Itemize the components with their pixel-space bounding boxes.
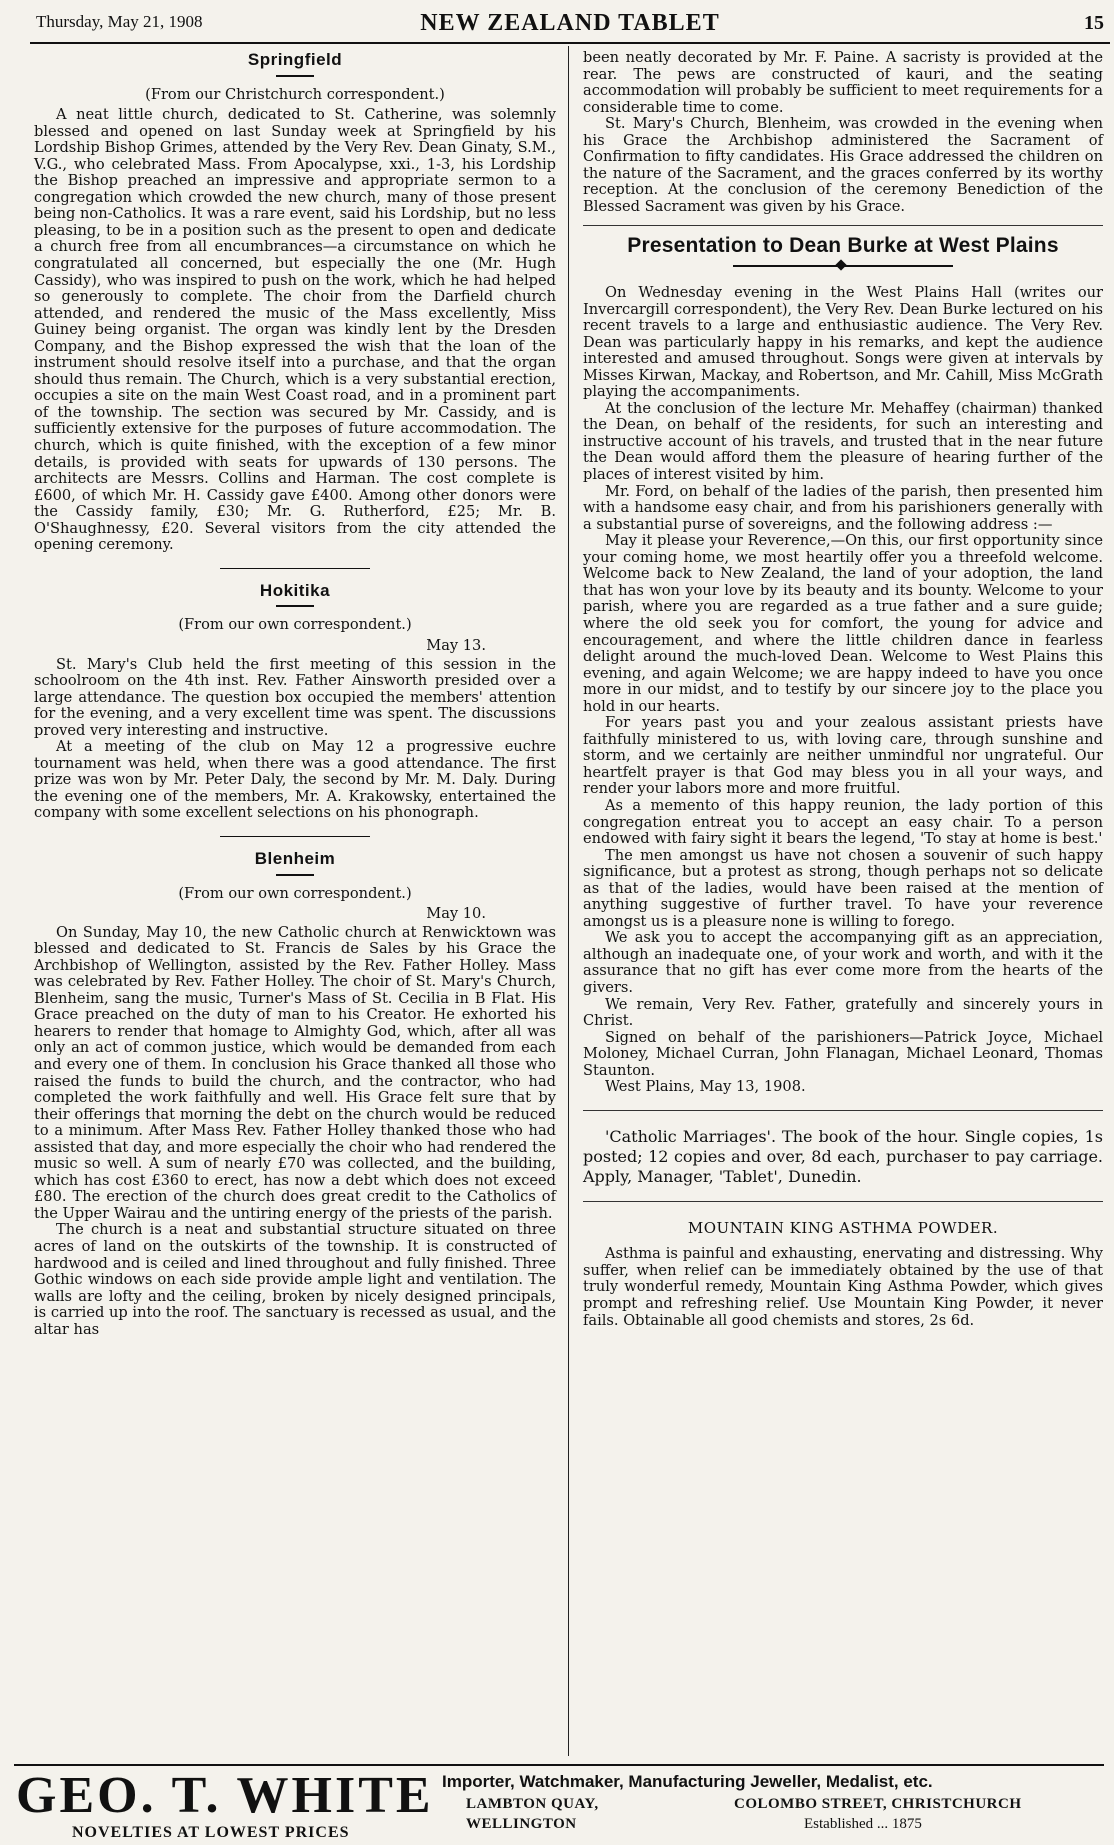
presentation-paragraph: For years past you and your zealous assistant priests have faithfully ministered to us, with loving care, through sunshine and storm, and we certainly are neither unmindful nor ungrateful. Our heartfelt prayer is that God may bless you in all your ways, and render your labors more and more fruitful. (583, 714, 1103, 798)
diamond-rule (733, 261, 953, 271)
section-separator (583, 1201, 1103, 1202)
presentation-paragraph: West Plains, May 13, 1908. (605, 1078, 806, 1096)
presentation-paragraph: Signed on behalf of the parishioners—Patrick Joyce, Michael Moloney, Michael Curran, John Flanagan, Michael Leonard, Thomas Staunton. (583, 1028, 1103, 1079)
section-separator (583, 225, 1103, 226)
springfield-paragraph: A neat little church, dedicated to St. Catherine, was solemnly blessed and opened on last Sunday week at Springfield by his Lordship Bishop Grimes, attended by the Very Rev. Dean Ginaty, S.M., V.G., who celebrated Mass. From Apocalypse, xxi., 1-3, his Lordship the Bishop preached an impressive and appropriate sermon to a congregation which crowded the new church, many of those present being non-Catholics. It was a rare event, said his Lordship, but no less pleasing, to be in a position such as the present to open and dedicate a church free from all encumbrances—a circumstance on which he congratulated all concerned, but especially the one (Mr. Hugh Cassidy), who was inspired to push on the work, which he had helped so generously to complete. The choir from the Darfield church attended, and rendered the music of the Mass excellently, Miss Guiney being organist. The organ was kindly lent by the Dresden Company, and the Bishop expressed the wish that the loan of the instrument should resolve itself into a purchase, and that the organ should thus remain. The Church, which is a very substantial erection, occupies a site on the main West Coast road, and in a prominent part of the township. The section was secured by Mr. Cassidy, and is sufficiently extensive for the purposes of future accommodation. The church, which is quite finished, with the exception of a few minor details, is provided with seats for upwards of 130 persons. The architects are Messrs. Collins and Harman. The cost complete is £600, of which Mr. H. Cassidy gave £400. Among other donors were the Cassidy family, £30; Mr. G. Rutherford, £25; Mr. B. O'Shaughnessy, £20. Several visitors from the city attended the opening ceremony. (34, 106, 557, 554)
hokitika-dateline: May 13. (426, 636, 486, 654)
presentation-paragraph: Mr. Ford, on behalf of the ladies of the parish, then presented him with a handsome easy chair, and from his parishioners generally with a substantial purse of sovereigns, and the following address :— (583, 482, 1103, 533)
section-separator (220, 568, 370, 569)
presentation-paragraph: We remain, Very Rev. Father, gratefully and sincerely yours in Christ. (583, 995, 1103, 1030)
presentation-title: Presentation to Dean Burke at West Plains (627, 234, 1059, 258)
blenheim-title: Blenheim (254, 848, 336, 868)
advertiser-trades: Importer, Watchmaker, Manufacturing Jeweller, Medalist, etc. (442, 1772, 933, 1791)
blenheim-paragraph: The church is a neat and substantial structure situated on three acres of land on the outskirts of the township. It is constructed of hardwood and is ceiled and lined throughout and fully finished. Three Gothic windows on each side provide ample light and ventilation. The walls are lofty and the ceiling, broken by nicely designed principals, is carried up into the roof. The sanctuary is recessed as usual, and the altar has (34, 1221, 556, 1338)
hokitika-correspondent: (From our own correspondent.) (178, 616, 412, 634)
section-separator (220, 836, 370, 837)
catholic-marriages-notice: 'Catholic Marriages'. The book of the hour. Single copies, 1s posted; 12 copies and over, 8d each, purchaser to pay carriage. Apply, Manager, 'Tablet', Dunedin. (583, 1126, 1103, 1186)
masthead: NEW ZEALAND TABLET (420, 10, 720, 36)
hokitika-paragraph: At a meeting of the club on May 12 a progressive euchre tournament was held, when there was a good attendance. The first prize was won by Mr. Peter Daly, the second by Mr. M. Daly. During the evening one of the members, Mr. A. Krakowsky, entertained the company with some excellent selections on his phonograph. (34, 738, 556, 822)
presentation-paragraph: May it please your Reverence,—On this, our first opportunity since your coming home, we most heartily offer you a threefold welcome. Welcome back to New Zealand, the land of your adoption, the land that has won your love by its beauty and its bounty. Welcome to your parish, where you are regarded as a true father and a sure guide; where the old seek you for comfort, the young for advice and encouragement, and where the little children dance in fearless delight around the much-loved Dean. Welcome to West Plains this evening, and again Welcome; we are happy indeed to have you once more in our midst, and to testify by our sincere joy to the place you hold in our hearts. (583, 532, 1103, 715)
christchurch-address: COLOMBO STREET, CHRISTCHURCH (734, 1796, 1022, 1812)
presentation-paragraph: On Wednesday evening in the West Plains Hall (writes our Invercargill correspondent), the Very Rev. Dean Burke lectured on his recent travels to a large and enthusiastic audience. The Very Rev. Dean was particularly happy in his remarks, and kept the audience interested and amused throughout. Songs were given at intervals by Misses Kirwan, Mackay, and Robertson, and Mr. Cahill, Miss McGrath playing the accompaniments. (583, 284, 1103, 401)
section-separator (583, 1110, 1103, 1111)
blenheim-dateline: May 10. (426, 905, 486, 923)
advertiser-name: GEO. T. WHITE (16, 1767, 434, 1824)
jeweller-advertisement (14, 1764, 1104, 1844)
presentation-paragraph: At the conclusion of the lecture Mr. Mehaffey (chairman) thanked the Dean, on behalf of the residents, for such an interesting and instructive account of his travels, and trusted that in the near future the Dean would afford them the pleasure of hearing further of the places of interest visited by him. (583, 399, 1103, 484)
presentation-paragraph: As a memento of this happy reunion, the lady portion of this congregation entreat you to accept an easy chair. To a person endowed with fairy sight it bears the legend, 'To stay at home is best.' (583, 796, 1103, 848)
blenheim-correspondent: (From our own correspondent.) (178, 884, 412, 902)
page-header (30, 8, 1110, 44)
wellington-city: WELLINGTON (466, 1816, 577, 1832)
title-rule (276, 874, 314, 876)
issue-date: Thursday, May 21, 1908 (36, 12, 203, 31)
established-year: Established ... 1875 (804, 1816, 922, 1832)
presentation-paragraph: The men amongst us have not chosen a souvenir of such happy significance, but a protest as strong, though perhaps not so delicate as that of the ladies, would have been raised at the mention of anything suggestive of further travel. To have your reverence amongst us is a pleasure none is willing to forego. (583, 846, 1103, 930)
title-rule (276, 605, 314, 607)
right-column (583, 50, 1103, 1329)
blenheim-continued-paragraph: St. Mary's Church, Blenheim, was crowded in the evening when his Grace the Archbishop administered the Sacrament of Confirmation to fifty candidates. His Grace addressed the children on the nature of the Sacrament, and the graces conferred by its worthy reception. At the conclusion of the ceremony Benediction of the Blessed Sacrament was given by his Grace. (583, 115, 1103, 215)
blenheim-continued-paragraph: been neatly decorated by Mr. F. Paine. A sacristy is provided at the rear. The pews are constructed of kauri, and the seating accommodation will probably be sufficient to meet requirements for a considerable time to come. (583, 49, 1103, 116)
column-rule (568, 46, 569, 1756)
presentation-paragraph: We ask you to accept the accompanying gift as an appreciation, although an inadequate one, of your work and worth, and with it the assurance that no gift has ever come more from the hearts of the givers. (583, 929, 1103, 996)
page-number: 15 (1084, 12, 1104, 34)
springfield-correspondent: (From our Christchurch correspondent.) (145, 85, 445, 103)
title-rule (276, 75, 314, 77)
blenheim-paragraph: On Sunday, May 10, the new Catholic church at Renwicktown was blessed and dedicated to St. Francis de Sales by his Grace the Archbishop of Wellington, assisted by the Rev. Father Holley. Mass was celebrated by Rev. Father Holley. The choir of St. Mary's Church, Blenheim, sang the music, Turner's Mass of St. Cecilia in B Flat. His Grace preached on the duty of man to his Creator. He exhorted his hearers to render that homage to Almighty God, which, after all was only an act of common justice, which would be demanded from each and every one of them. In conclusion his Grace thanked all those who raised the funds to build the church, and the contractor, who had completed the work faithfully and well. His Grace felt sure that by their offerings that morning the debt on the church would be reduced to a minimum. After Mass Rev. Father Holley thanked those who had assisted that day, and more especially the choir who had rendered the music so well. A sum of nearly £70 was collected, and the building, which has cost £360 to erect, has now a debt which does not exceed £80. The erection of the church does great credit to the Catholics of the Upper Wairau and the untiring energy of the priests of the parish. (34, 923, 556, 1222)
hokitika-title: Hokitika (259, 580, 331, 600)
mountain-king-title: MOUNTAIN KING ASTHMA POWDER. (687, 1218, 999, 1237)
diamond-icon (835, 259, 846, 270)
advertiser-slogan: NOVELTIES AT LOWEST PRICES (72, 1824, 350, 1841)
left-column (34, 50, 556, 1338)
springfield-title: Springfield (247, 50, 343, 69)
mountain-king-paragraph: Asthma is painful and exhausting, enervating and distressing. Why suffer, when relief can be immediately obtained by the use of that truly wonderful remedy, Mountain King Asthma Powder, which gives prompt and refreshing relief. Use Mountain King Powder, it never fails. Obtainable all good chemists and stores, 2s 6d. (583, 1245, 1103, 1329)
wellington-address: LAMBTON QUAY, (466, 1796, 599, 1812)
hokitika-paragraph: St. Mary's Club held the first meeting of this session in the schoolroom on the 4th inst. Rev. Father Ainsworth presided over a large attendance. The question box occupied the members' attention for the evening, and a very excellent time was spent. The discussions proved very interesting and instructive. (34, 655, 556, 739)
